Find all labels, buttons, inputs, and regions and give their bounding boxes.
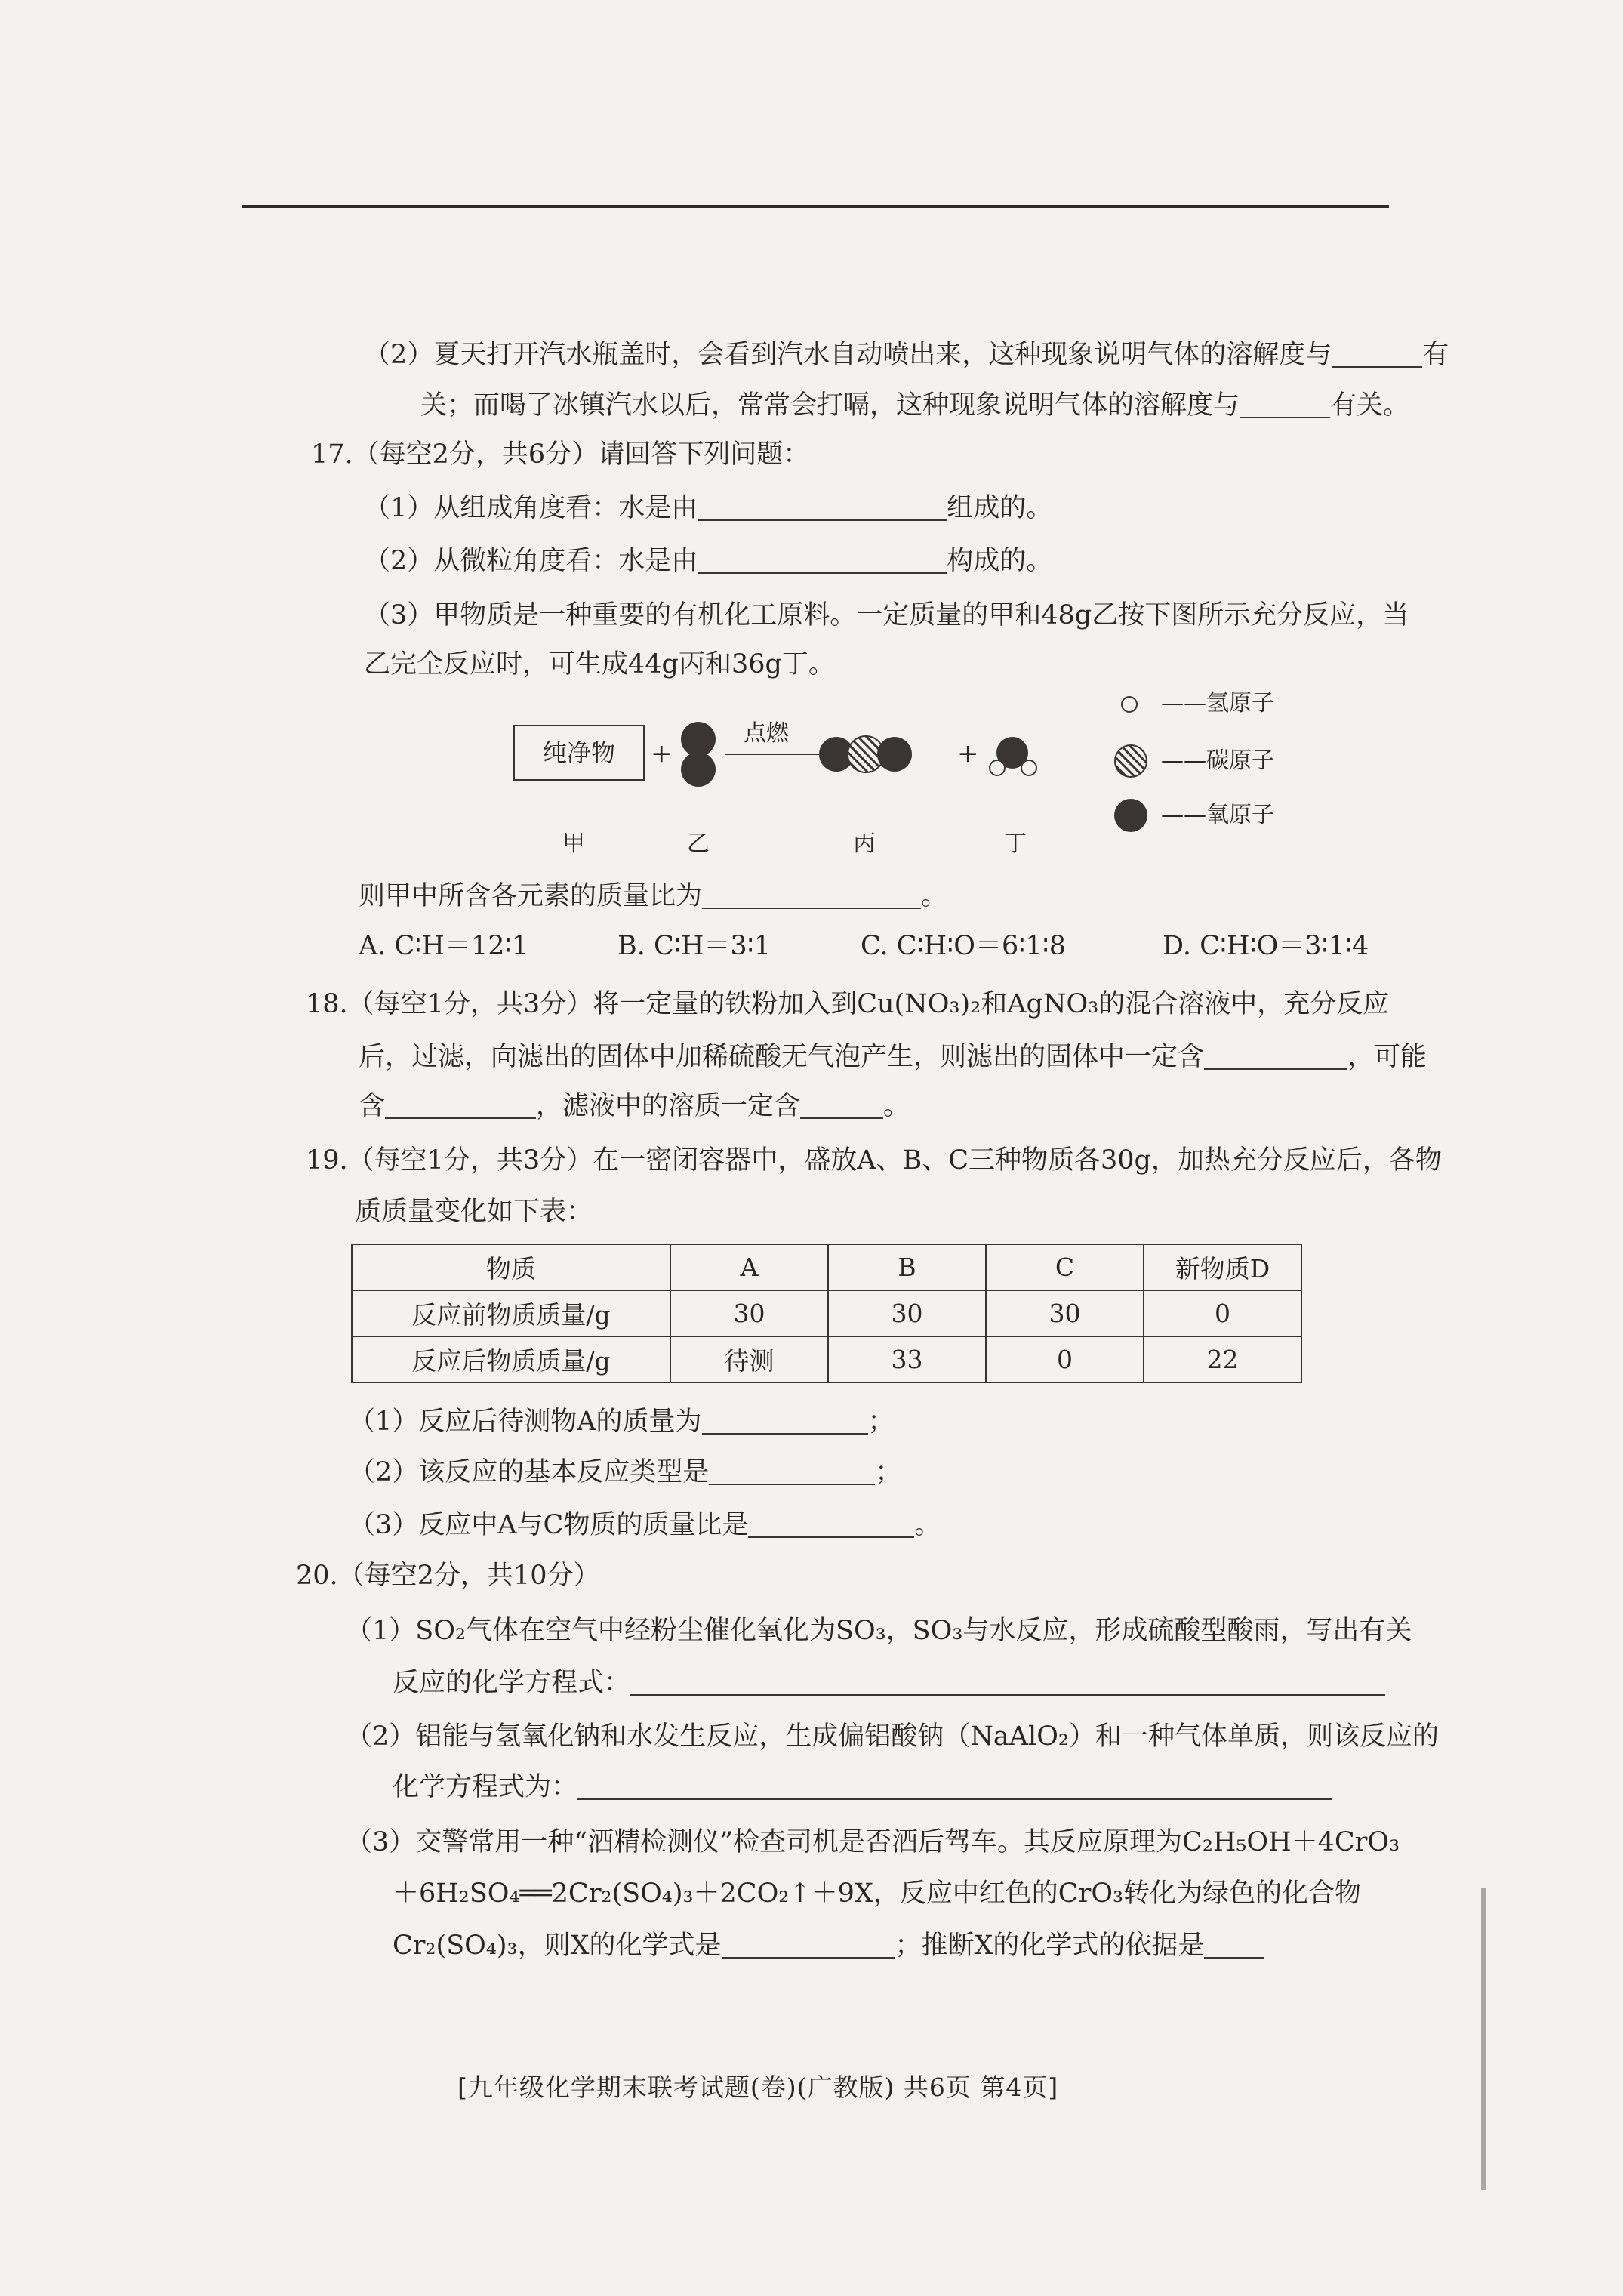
q17-option-b[interactable]: B. C∶H＝3∶1 [617,931,771,961]
blank[interactable] [385,1090,536,1119]
q20-p3-line2: ＋6H₂SO₄══2Cr₂(SO₄)₃＋2CO₂↑＋9X，反应中红色的CrO₃转化为绿色的化合物 [393,1878,1362,1909]
plus-sign: + [957,738,979,769]
legend-hydrogen: ——氢原子 [1161,690,1274,717]
table-cell: 0 [1144,1290,1301,1336]
scan-edge [1481,1888,1486,2190]
carbon-atom [1114,744,1147,778]
q17-p3-line1: （3）甲物质是一种重要的有机化工原料。一定质量的甲和48g乙按下图所示充分反应，当 [364,600,1409,630]
q19-p2: （2）该反应的基本反应类型是 ； [349,1457,902,1487]
oxygen-atom [877,737,912,772]
q20-p2-line1: （2）铝能与氢氧化钠和水发生反应，生成偏铝酸钠（NaAlO₂）和一种气体单质，则该反应的 [346,1721,1439,1752]
table-row [352,1336,1301,1382]
table-cell: 反应后物质质量/g [352,1336,670,1382]
q18-line1: 18.（每空1分，共3分）将一定量的铁粉加入到Cu(NO₃)₂和AgNO₃的混合溶液中，充分反应 [306,989,1390,1019]
table-header-cell: 新物质D [1144,1244,1301,1290]
oxygen-atom [681,752,716,787]
q20-heading: 20.（每空2分，共10分） [296,1561,600,1591]
table-cell: 22 [1144,1336,1301,1382]
legend-oxygen: ——氧原子 [1161,802,1274,828]
blank[interactable] [748,1509,914,1538]
q17-heading: 17.（每空2分，共6分）请回答下列问题： [311,439,810,470]
blank[interactable] [1332,339,1422,368]
q19-line1: 19.（每空1分，共3分）在一密闭容器中，盛放A、B、C三种物质各30g，加热充分反应后，各物 [306,1145,1442,1176]
table-row [352,1290,1301,1336]
blank[interactable] [702,1406,868,1435]
reaction-condition: 点燃 [744,720,789,747]
q17-p1: （1）从组成角度看：水是由 组成的。 [364,493,1053,523]
table-header-cell: A [670,1244,828,1290]
blank[interactable] [698,492,947,521]
blank[interactable] [698,545,947,574]
q17-p2: （2）从微粒角度看：水是由 构成的。 [364,546,1053,576]
q19-p3: （3）反应中A与C物质的质量比是 。 [349,1510,941,1540]
table-cell: 反应前物质质量/g [352,1290,670,1336]
table-header-cell: B [828,1244,986,1290]
q19-line2: 质质量变化如下表： [355,1197,593,1227]
blank[interactable] [630,1667,1385,1696]
q16-p2-line2: 关；而喝了冰镇汽水以后，常常会打嗝，这种现象说明气体的溶解度与 有关。 [420,390,1410,421]
label-jia: 甲 [562,831,585,857]
table-header-cell: 物质 [352,1244,670,1290]
q17-option-c[interactable]: C. C∶H∶O＝6∶1∶8 [861,931,1067,961]
blank[interactable] [722,1930,895,1959]
mass-change-table [351,1244,1302,1383]
table-cell: 30 [828,1290,986,1336]
pure-substance-box: 纯净物 [513,725,645,781]
q20-p1-line1: （1）SO₂气体在空气中经粉尘催化氧化为SO₃，SO₃与水反应，形成硫酸型酸雨，写出有关 [346,1616,1412,1646]
q20-p1-line2: 反应的化学方程式： [393,1664,1385,1702]
q20-p3-line1: （3）交警常用一种“酒精检测仪”检查司机是否酒后驾车。其反应原理为C₂H₅OH＋4CrO₃ [346,1827,1400,1857]
label-yi: 乙 [687,831,710,857]
table-cell: 33 [828,1336,986,1382]
blank[interactable] [709,1456,875,1485]
table-header-cell: C [986,1244,1144,1290]
q18-line2: 后，过滤，向滤出的固体中加稀硫酸无气泡产生，则滤出的固体中一定含 ，可能 [359,1042,1427,1072]
legend-carbon: ——碳原子 [1161,747,1274,774]
blank[interactable] [800,1090,883,1119]
blank[interactable] [1240,390,1330,418]
blank[interactable] [702,880,921,909]
label-ding: 丁 [1004,831,1027,857]
hydrogen-atom [989,760,1006,776]
table-cell: 待测 [670,1336,828,1382]
q17-ratio-question: 则甲中所含各元素的质量比为 。 [359,881,948,911]
top-rule [242,205,1389,208]
plus-sign: + [651,738,673,769]
hydrogen-atom [1021,760,1037,776]
q17-p3-line2: 乙完全反应时，可生成44g丙和36g丁。 [364,649,835,680]
q18-line3: 含 ，滤液中的溶质一定含 。 [359,1091,910,1121]
table-header-row [352,1244,1301,1290]
blank[interactable] [1204,1930,1264,1959]
table-cell: 30 [670,1290,828,1336]
q17-option-a[interactable]: A. C∶H＝12∶1 [359,931,528,961]
label-bing: 丙 [853,831,876,857]
page-footer: [九年级化学期末联考试题(卷)(广教版) 共6页 第4页] [457,2073,1059,2102]
q16-p2-line1: （2）夏天打开汽水瓶盖时，会看到汽水自动喷出来，这种现象说明气体的溶解度与 有 [364,340,1449,370]
table-cell: 30 [986,1290,1144,1336]
hydrogen-atom [1121,696,1138,713]
q19-p1: （1）反应后待测物A的质量为 ； [349,1407,895,1437]
q20-p2-line2: 化学方程式为： [393,1768,1332,1806]
oxygen-atom [1114,799,1147,832]
reaction-diagram [483,680,1389,876]
q17-option-d[interactable]: D. C∶H∶O＝3∶1∶4 [1163,931,1369,961]
q20-p3-line3: Cr₂(SO₄)₃，则X的化学式是 ；推断X的化学式的依据是 [393,1927,1264,1965]
blank[interactable] [577,1771,1332,1800]
arrow-line [725,754,830,755]
blank[interactable] [1204,1041,1347,1070]
table-cell: 0 [986,1336,1144,1382]
